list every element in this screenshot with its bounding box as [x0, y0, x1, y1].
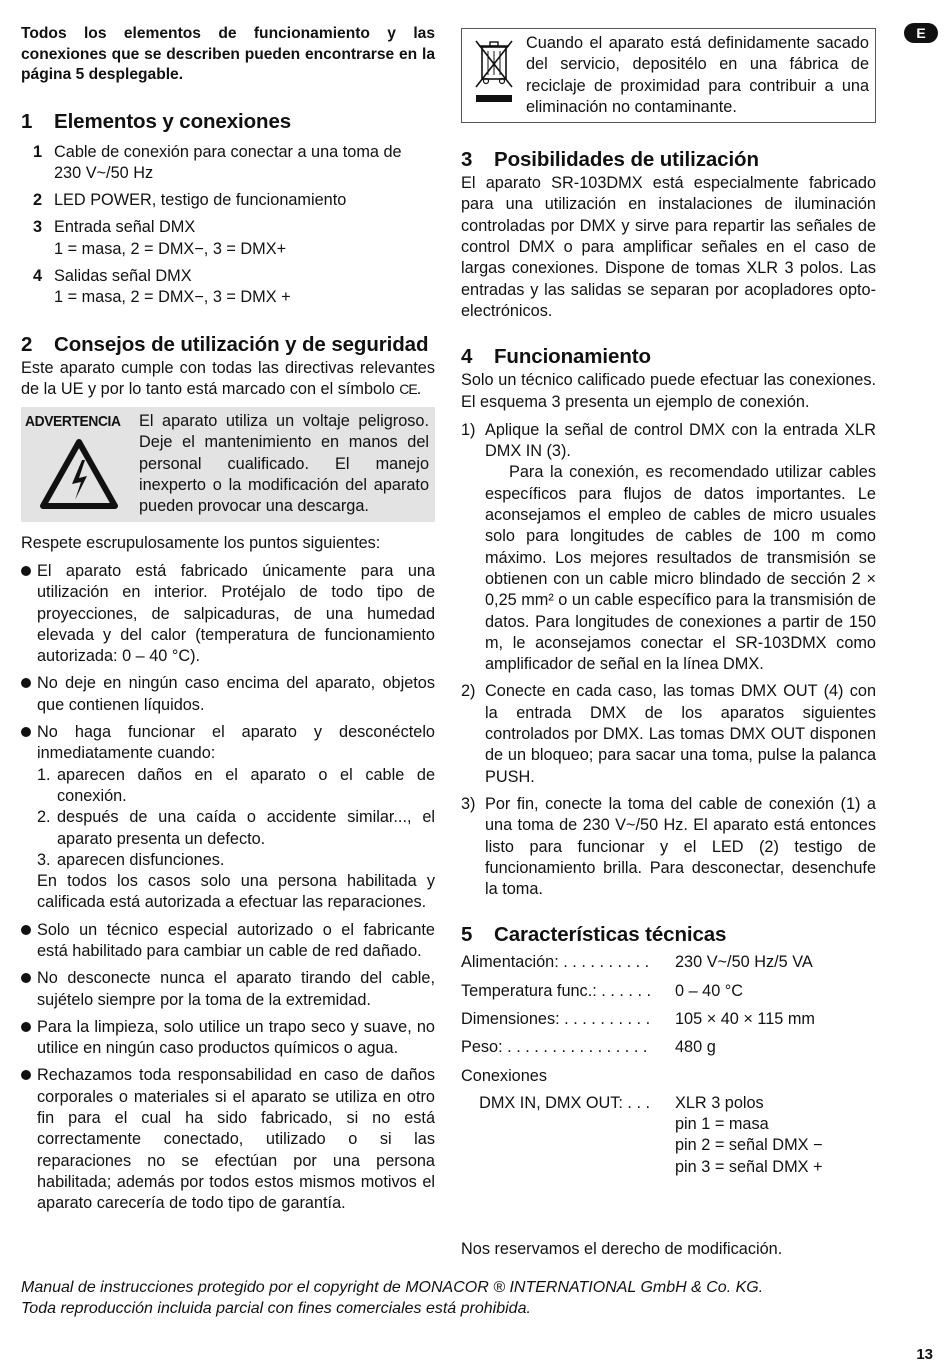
bullet-icon: [21, 968, 37, 1011]
list-item: Para la limpieza, solo utilice un trapo seco y suave, no utilice en ningún caso productos químicos o agua.: [21, 1017, 435, 1060]
bullet-icon: [21, 920, 37, 963]
intro-text: Todos los elementos de funcionamiento y las conexiones que se describen pueden encontrarse en la página 5 desplegable.: [21, 25, 435, 83]
safety-list: [21, 561, 435, 1215]
spec-row: Peso: . . . . . . . . . . . . . . . . 480 g: [461, 1038, 716, 1057]
high-voltage-warning-icon: [39, 438, 119, 510]
recycling-notice: [461, 28, 876, 123]
language-badge: E: [904, 23, 938, 43]
steps-list: [461, 420, 876, 901]
sub-item: 3. aparecen disfunciones.: [37, 850, 225, 869]
list-item: 2 LED POWER, testigo de funcionamiento: [33, 191, 347, 210]
bullet-icon: [21, 722, 37, 914]
sub-item: 2. después de una caída o accidente similar..., el aparato presenta un defecto.: [37, 808, 435, 848]
list-item: 1) Aplique la señal de control DMX con la entrada XLR DMX IN (3). Para la conexión, es recomendado utilizar cables específicos para flujos de datos importantes. Le aconsejamos el empleo de cables de micro usuales solo para longitudes de cables de 100 m como máximo. Los mejores resultados de transmisión se obtienen con un cable micro blindado de sección 2 × 0,25 mm² o un cable específico para la transmisión de datos. Para longitudes de conexiones a partir de 150 m, le aconsejamos conectar el SR-103DMX como amplificador de señal en la línea DMX.: [461, 420, 876, 674]
section-4-heading: 4 Funcionamiento: [461, 345, 651, 369]
list-item: 4 Salidas señal DMX 1 = masa, 2 = DMX−, 3 = DMX +: [33, 266, 291, 307]
spec-row: Alimentación: . . . . . . . . . . 230 V~/50 Hz/5 VA: [461, 953, 813, 972]
bullet-icon: [21, 673, 37, 716]
list-item: 3) Por fin, conecte la toma del cable de conexión (1) a una toma de 230 V~/50 Hz. El aparato está entonces listo para funcionar y el LED (2) testigo de funcionamiento brilla. Para desconectar, desenchufe la toma.: [461, 794, 876, 899]
crossed-bin-icon: [468, 33, 520, 107]
copyright-footer: Manual de instrucciones protegido por el copyright de MONACOR ® INTERNATIONAL GmbH & Co. KG. Toda reproducción incluida parcial con fines comerciales está prohibida.: [21, 1279, 764, 1317]
list-item: 2) Conecte en cada caso, las tomas DMX OUT (4) con la entrada DMX de los aparatos siguientes controlados por DMX. Las tomas DMX OUT disponen de un bloqueo; para sacar una toma, pulse la palanca PUSH.: [461, 682, 876, 786]
warning-label: ADVERTENCIA: [25, 413, 121, 431]
spec-row: Temperatura func.: . . . . . . 0 – 40 °C: [461, 981, 744, 1000]
sub-item: 1. aparecen daños en el aparato o el cable de conexión.: [37, 765, 435, 805]
recycling-text: Cuando el aparato está definidamente sacado del servicio, depositélo en una fábrica de reciclaje de proximidad para contribuir a una eliminación no contaminante.: [526, 34, 869, 116]
list-item: No haga funcionar el aparato y desconéctelo inmediatamente cuando: 1. aparecen daños en el aparato o el cable de conexión. 2. después de una caída o accidente similar..., el aparato presenta un defecto. 3. aparecen disfunciones. En todos los casos solo una persona habilitada y calificada está autorizada a efectuar las reparaciones.: [21, 722, 435, 914]
spec-connections-label: Conexiones: [461, 1066, 547, 1085]
section-3-heading: 3 Posibilidades de utilización: [461, 148, 759, 172]
page-number: 13: [916, 1346, 933, 1363]
list-item: Solo un técnico especial autorizado o el fabricante está habilitado para cambiar un cable de red dañado.: [21, 920, 435, 963]
warning-box: [21, 407, 435, 521]
ce-paragraph: Este aparato cumple con todas las directivas relevantes de la UE y por lo tanto está marcado con el símbolo CE.: [21, 358, 435, 398]
list-item: El aparato está fabricado únicamente para una utilización en interior. Protéjalo de todo tipo de proyecciones, de salpicaduras, de una humedad elevada y del calor (temperatura de funcionamiento autorizada: 0 – 40 °C).: [21, 561, 435, 667]
spec-row: Dimensiones: . . . . . . . . . . 105 × 40 × 115 mm: [461, 1009, 815, 1028]
elements-list: [21, 142, 435, 309]
list-item: Rechazamos toda responsabilidad en caso de daños corporales o materiales si el aparato se utiliza en otro fin para el cual ha sido fabricado, si no está correctamente conectado, utilizado o si las reparaciones no se efectúan por una persona habilitada; además por todos estos mismos motivos el aparato carecería de todo tipo de garantía.: [21, 1065, 435, 1214]
ce-mark: CE: [399, 380, 417, 397]
warning-text: El aparato utiliza un voltaje peligroso. Deje el mantenimiento en manos del personal cualificado. El manejo inexperto o la modificación del aparato pueden provocar una descarga.: [139, 412, 429, 516]
left-column: [21, 24, 435, 1221]
list-item: No desconecte nunca el aparato tirando del cable, sujételo siempre por la toma de la extremidad.: [21, 968, 435, 1011]
section-3-text: El aparato SR-103DMX está especialmente fabricado para una utilización en instalaciones de iluminación controladas por DMX y sirve para repartir las señales de control DMX o para amplificar señales en el caso de largas conexiones. Dispone de tomas XLR 3 polos. Las entradas y las salidas se separan por acopladores opto-electrónicos.: [461, 174, 876, 320]
bullet-icon: [21, 1017, 37, 1060]
reserve-note: Nos reservamos el derecho de modificación.: [461, 1240, 783, 1258]
list-item: No deje en ningún caso encima del aparato, objetos que contienen líquidos.: [21, 673, 435, 716]
section-4-text: Solo un técnico calificado puede efectuar las conexiones. El esquema 3 presenta un ejemplo de conexión.: [461, 371, 876, 411]
right-column: [461, 28, 876, 1258]
list-item: 3 Entrada señal DMX 1 = masa, 2 = DMX−, 3 = DMX+: [33, 218, 287, 258]
list-item: 1 Cable de conexión para conectar a una toma de 230 V~/50 Hz: [33, 142, 402, 182]
bullet-icon: [21, 561, 37, 667]
spec-table: [461, 952, 876, 1178]
bullet-icon: [21, 1065, 37, 1214]
respect-text: Respete escrupulosamente los puntos siguientes:: [21, 533, 381, 552]
section-2-heading: 2 Consejos de utilización y de seguridad: [21, 332, 429, 356]
section-5-heading: 5 Características técnicas: [461, 923, 727, 947]
section-1-heading: 1 Elementos y conexiones: [21, 109, 292, 133]
spec-row: DMX IN, DMX OUT: . . . XLR 3 polos pin 1 = masa pin 2 = señal DMX − pin 3 = señal DMX +: [461, 1093, 823, 1176]
